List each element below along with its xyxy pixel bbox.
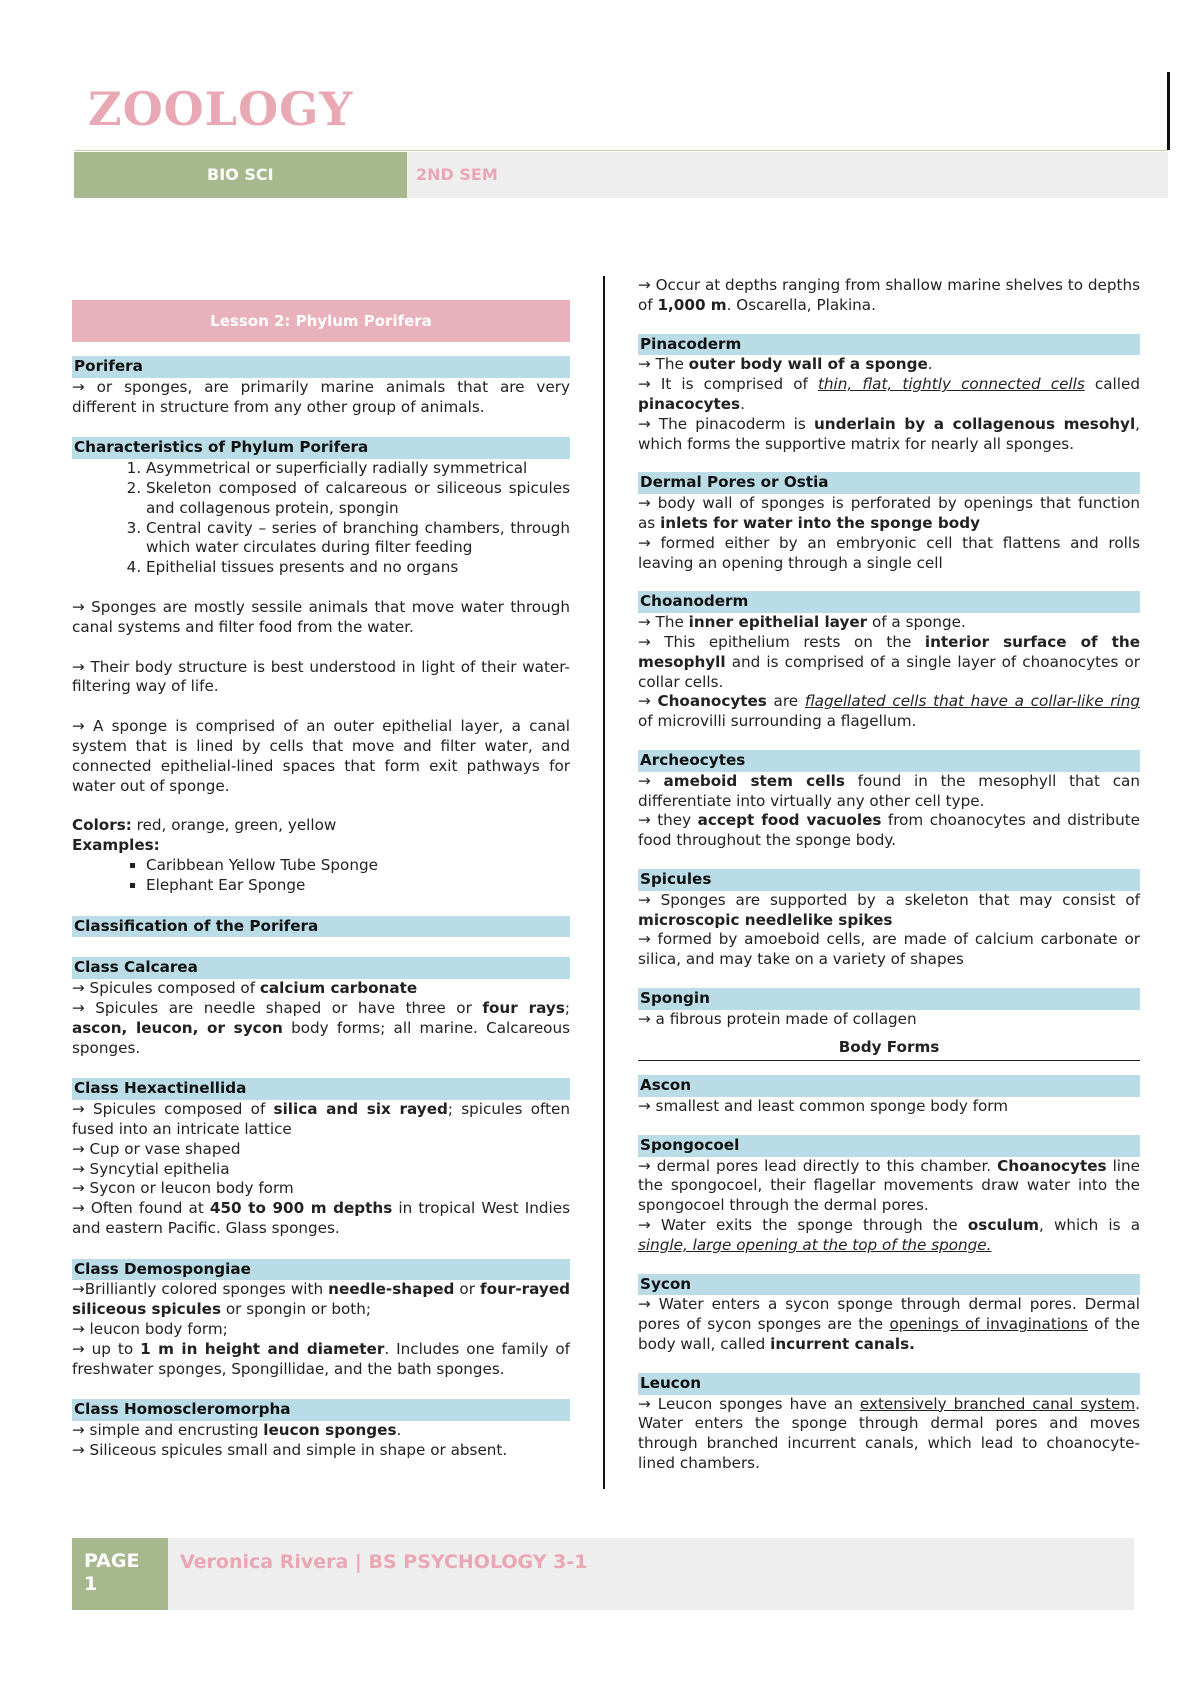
homoscleromorpha-line: → Siliceous spicules small and simple in shape or absent. [72,1441,508,1460]
homoscleromorpha-line: → simple and encrusting leucon sponges. [72,1421,402,1440]
pinacoderm-line: → The pinacoderm is underlain by a collagenous mesohyl, which forms the supportive matrix for nearly all sponges. [638,414,1140,453]
heading-leucon: Leucon [638,1373,1140,1395]
dermal-line: → body wall of sponges is perforated by openings that function as inlets for water into the sponge body [638,494,1140,532]
document-title: ZOOLOGY [88,82,354,136]
choanoderm-line: → This epithelium rests on the interior surface of the mesophyll and is comprised of a single layer of choanocytes or collar cells. [638,632,1140,691]
page-indicator [84,1550,139,1596]
semester-label: 2ND SEM [416,165,498,184]
paragraph-sessile: → Sponges are mostly sessile animals that move water through canal systems and filter food from the water. [72,597,570,636]
hexactinellida-line: → Sycon or leucon body form [72,1179,294,1198]
heading-characteristics: Characteristics of Phylum Porifera [72,437,570,459]
heading-homoscleromorpha: Class Homoscleromorpha [72,1399,570,1421]
body-forms-heading: Body Forms [638,1030,1140,1062]
dermal-line: → formed either by an embryonic cell that flattens and rolls leaving an opening through a single cell [638,533,1140,572]
colors-line [72,816,570,836]
page-number: 1 [84,1573,98,1595]
subject-bar [74,152,407,198]
choanoderm-line: → Choanocytes are flagellated cells that have a collar-like ring of microvilli surrounding a flagellum. [638,692,1140,731]
subject-label: BIO SCI [207,165,274,184]
list-item: 2. Skeleton composed of calcareous or siliceous spicules and collagenous protein, spongin [146,479,570,519]
paragraph-layers: → A sponge is comprised of an outer epithelial layer, a canal system that is lined by cells that move and filter water, and connected epithelial-lined spaces that form exit pathways for water out of sponge. [72,717,570,795]
characteristics-list [72,459,570,578]
list-item: 1. Asymmetrical or superficially radially symmetrical [146,459,570,479]
list-item: 4. Epithelial tissues presents and no organs [146,558,570,578]
spicules-line: → formed by amoeboid cells, are made of calcium carbonate or silica, and may take on a variety of shapes [638,930,1140,969]
calcarea-line: → Spicules are needle shaped or have three or four rays; ascon, leucon, or sycon body forms; all marine. Calcareous sponges. [72,998,570,1057]
archeocytes-line: → ameboid stem cells found in the mesophyll that can differentiate into virtually any other cell type. [638,771,1140,810]
header-vertical-line [1167,72,1170,150]
heading-demospongiae: Class Demospongiae [72,1259,570,1281]
leucon-line: → Leucon sponges have an extensively branched canal system. Water enters the sponge through dermal pores and moves through branched incurrent canals, which lead to choanocyte-lined chambers. [638,1394,1140,1473]
right-column [638,276,1140,1474]
lesson-title: Lesson 2: Phylum Porifera [72,300,570,342]
heading-calcarea: Class Calcarea [72,957,570,979]
ascon-line: → smallest and least common sponge body form [638,1097,1009,1116]
author-label: Veronica Rivera | BS PSYCHOLOGY 3-1 [180,1551,588,1573]
archeocytes-line: → they accept food vacuoles from choanocytes and distribute food throughout the sponge body. [638,811,1141,850]
heading-sycon: Sycon [638,1274,1140,1296]
demospongiae-line: → leucon body form; [72,1320,228,1339]
sycon-line: → Water enters a sycon sponge through dermal pores. Dermal pores of sycon sponges are the openings of invaginations of the body wall, called incurrent canals. [638,1295,1140,1354]
examples-label: Examples: [72,836,160,855]
heading-porifera: Porifera [72,356,570,378]
spicules-line: → Sponges are supported by a skeleton that may consist of microscopic needlelike spikes [638,890,1140,929]
porifera-text: → or sponges, are primarily marine animals that are very different in structure from any other group of animals. [72,377,570,416]
choanoderm-line: → The inner epithelial layer of a sponge. [638,613,966,632]
page-label: PAGE [84,1550,140,1572]
hexactinellida-line: → Spicules composed of silica and six rayed; spicules often fused into an intricate lattice [72,1100,570,1138]
heading-dermal-pores: Dermal Pores or Ostia [638,472,1140,494]
heading-spongocoel: Spongocoel [638,1135,1140,1157]
heading-spicules: Spicules [638,869,1140,891]
examples-list [72,856,570,896]
heading-ascon: Ascon [638,1075,1140,1097]
spongin-line: → a fibrous protein made of collagen [638,1009,917,1028]
heading-hexactinellida: Class Hexactinellida [72,1078,570,1100]
left-column [72,276,570,1461]
pinacoderm-line: → It is comprised of thin, flat, tightly connected cells called pinacocytes. [638,375,1140,413]
semester-bar [407,152,1168,198]
list-item: ▪ Elephant Ear Sponge [146,876,570,896]
demospongiae-line: →Brilliantly colored sponges with needle-shaped or four-rayed siliceous spicules or spongin or both; [72,1280,570,1319]
spongocoel-line: → dermal pores lead directly to this chamber. Choanocytes line the spongocoel, their flagellar movements draw water into the spongocoel through the dermal pores. [638,1156,1140,1215]
heading-spongin: Spongin [638,988,1140,1010]
footer-author-bar [168,1538,1134,1610]
homoscleromorpha-depth: → Occur at depths ranging from shallow marine shelves to depths of 1,000 m. Oscarella, Plakina. [638,276,1140,314]
pinacoderm-line: → The outer body wall of a sponge. [638,355,933,374]
heading-archeocytes: Archeocytes [638,750,1140,772]
spongocoel-line: → Water exits the sponge through the osculum, which is a single, large opening at the top of the sponge. [638,1216,1141,1254]
hexactinellida-line: → Often found at 450 to 900 m depths in tropical West Indies and eastern Pacific. Glass sponges. [72,1199,571,1237]
list-item: 3. Central cavity – series of branching chambers, through which water circulates during filter feeding [146,519,570,559]
calcarea-line: → Spicules composed of calcium carbonate [72,979,418,998]
column-divider [603,276,605,1489]
hexactinellida-line: → Syncytial epithelia [72,1159,230,1178]
footer-page-box [72,1538,168,1610]
heading-pinacoderm: Pinacoderm [638,334,1140,356]
paragraph-structure: → Their body structure is best understood in light of their water-filtering way of life. [72,657,570,696]
header-rule [74,150,1168,151]
colors-label: Colors: [72,816,132,835]
heading-classification: Classification of the Porifera [72,916,570,938]
hexactinellida-line: → Cup or vase shaped [72,1139,241,1158]
list-item: ▪ Caribbean Yellow Tube Sponge [146,856,570,876]
heading-choanoderm: Choanoderm [638,591,1140,613]
colors-value: red, orange, green, yellow [131,816,337,835]
demospongiae-line: → up to 1 m in height and diameter. Includes one family of freshwater sponges, Spongillidae, and the bath sponges. [72,1339,570,1378]
